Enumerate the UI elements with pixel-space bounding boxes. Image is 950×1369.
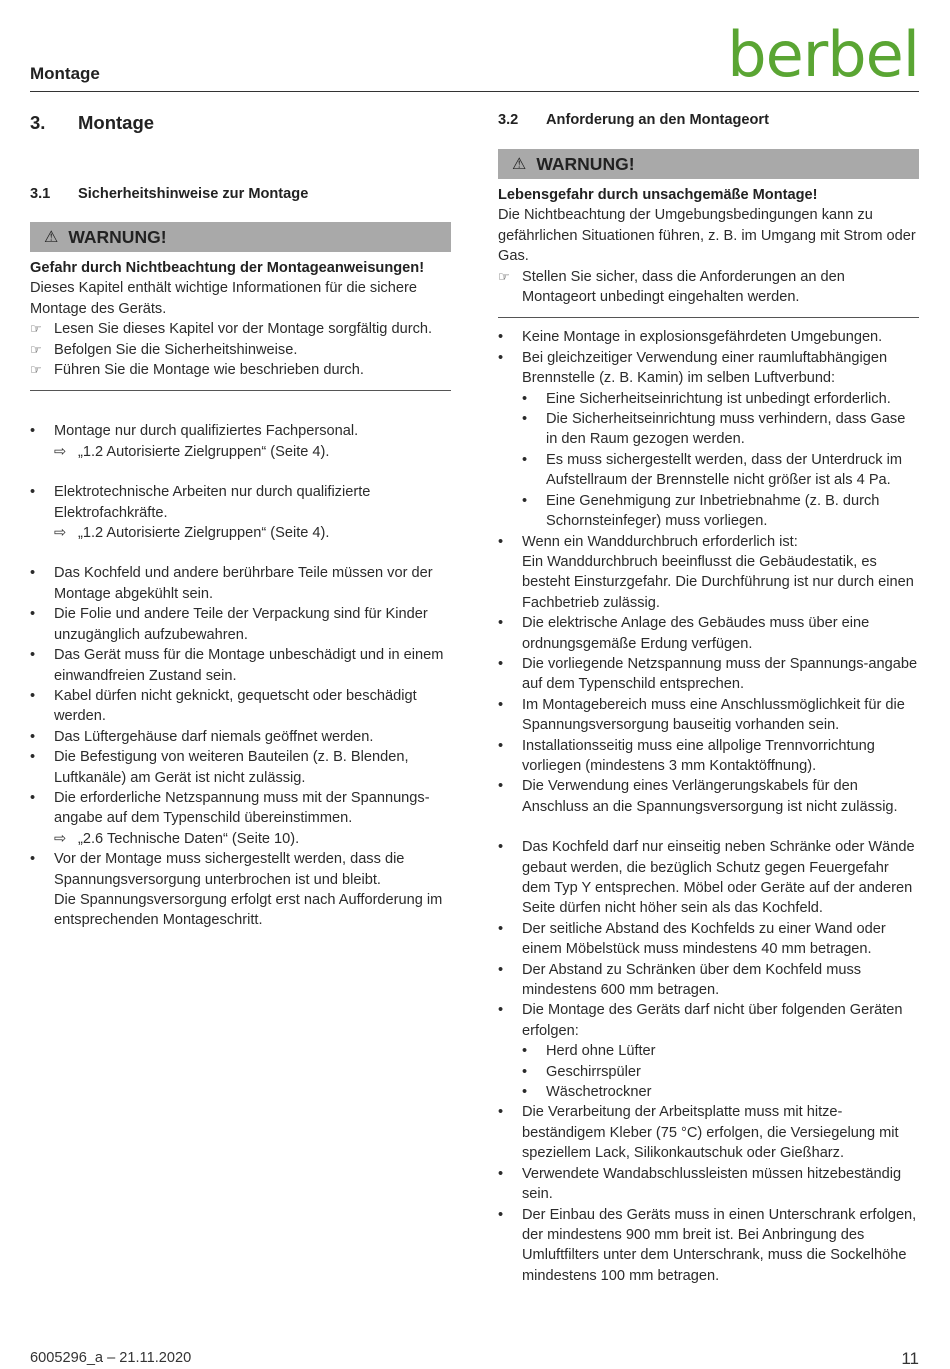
arrow-right-icon: ⇨ — [54, 525, 67, 542]
item-text: Elektrotechnische Arbeiten nur durch qualifizierte Elektrofachkräfte. — [54, 484, 371, 521]
section-title: Montage — [78, 112, 155, 133]
reference-link[interactable]: „2.6 Technische Daten“ (Seite 10). — [78, 830, 300, 847]
item-text: Die Folie und andere Teile der Verpackung sind für Kinder unzugänglich aufzubewahren. — [54, 606, 428, 643]
cross-reference[interactable] — [54, 829, 451, 849]
list-item — [498, 1164, 919, 1205]
subsection-heading-3-2 — [498, 112, 919, 128]
list-item — [498, 1000, 919, 1102]
list-item — [498, 327, 919, 347]
reference-link[interactable]: „1.2 Autorisierte Zielgruppen“ (Seite 4). — [78, 443, 330, 460]
item-text: Das Kochfeld und andere berührbare Teile müssen vor der Montage abgekühlt sein. — [54, 565, 433, 602]
item-extra-text: Ein Wanddurchbruch beeinflusst die Gebäudestatik, es besteht Einsturzgefahr. Die Durchführung ist nur durch einen Fachbetrieb zulässig. — [522, 553, 914, 611]
list-item — [498, 532, 919, 614]
action-text: Befolgen Sie die Sicherheitshinweise. — [54, 341, 298, 358]
item-text: Der seitliche Abstand des Kochfelds zu einer Wand oder einem Möbelstück muss mindestens 40 mm betragen. — [522, 920, 886, 958]
list-item — [30, 849, 451, 931]
action-item — [498, 267, 919, 308]
header-title: Montage — [30, 64, 100, 83]
sub-list-item: • Wäschetrockner — [522, 1082, 919, 1102]
item-text: Verwendete Wandabschlussleisten müssen hitzebeständig sein. — [522, 1165, 902, 1203]
list-item — [498, 1205, 919, 1287]
left-column — [30, 100, 451, 931]
item-text: Im Montagebereich muss eine Anschlussmöglichkeit für die Spannungsversorgung bauseitig vorhanden sein. — [522, 696, 905, 734]
item-text: Die Verwendung eines Verlängerungskabels für den Anschluss an die Spannungsversorgung ist nicht zulässig. — [522, 778, 898, 815]
installation-requirements-list — [498, 837, 919, 1286]
list-item — [498, 919, 919, 960]
item-text: Bei gleichzeitiger Verwendung einer raumluftabhängigen Brennstelle (z. B. Kamin) im selben Luftverbund: — [522, 349, 888, 387]
list-item — [30, 788, 451, 849]
action-item — [30, 340, 451, 360]
location-requirements-list — [498, 327, 919, 817]
page-number: 11 — [901, 1349, 919, 1368]
warning-label: WARNUNG! — [536, 153, 635, 174]
list-item — [498, 776, 919, 817]
hand-pointer-icon: ☞ — [30, 321, 42, 337]
warning-text: Dieses Kapitel enthält wichtige Informationen für die sichere Montage des Geräts. — [30, 280, 417, 317]
subsection-title: Anforderung an den Montageort — [546, 112, 769, 128]
item-text: Wenn ein Wanddurchbruch erforderlich ist: — [522, 533, 798, 550]
sub-list — [522, 389, 919, 532]
item-text: Der Einbau des Geräts muss in einen Unterschrank erfolgen, der mindestens 900 mm breit ist. Bei Anbringung des Umluftfilters unter dem Unterschrank, muss die Sockelhöhe mindestens 100 mm betragen. — [522, 1206, 917, 1284]
subsection-number: 3.1 — [30, 186, 51, 202]
right-column — [498, 112, 919, 1286]
item-text: Installationsseitig muss eine allpolige Trennvorrichtung vorliegen (mindestens 3 mm Kontaktöffnung). — [522, 737, 875, 774]
sub-list-item: • Die Sicherheitseinrichtung muss verhindern, dass Gase in den Raum gezogen werden. — [522, 409, 919, 450]
list-item — [498, 348, 919, 532]
item-text: Die erforderliche Netzspannung muss mit der Spannungs-angabe auf dem Typenschild übereinstimmen. — [54, 789, 430, 827]
action-text: Stellen Sie sicher, dass die Anforderungen an den Montageort unbedingt eingehalten werden. — [522, 268, 845, 306]
list-item — [30, 686, 451, 727]
sub-list-item: • Eine Genehmigung zur Inbetriebnahme (z. B. durch Schornsteinfeger) muss vorliegen. — [522, 491, 919, 532]
item-extra-text: Die Spannungsversorgung erfolgt erst nach Aufforderung im entsprechenden Montageschritt. — [54, 891, 443, 929]
warning-triangle-icon: ⚠ — [44, 229, 59, 246]
warning-box — [498, 179, 919, 318]
hand-pointer-icon: ☞ — [30, 362, 42, 378]
document-code: 6005296_a – 21.11.2020 — [30, 1350, 192, 1366]
reference-link[interactable]: „1.2 Autorisierte Zielgruppen“ (Seite 4). — [78, 525, 330, 542]
warning-heading: Gefahr durch Nichtbeachtung der Montageanweisungen! — [30, 260, 425, 276]
arrow-right-icon: ⇨ — [54, 443, 67, 460]
page-header — [30, 0, 919, 92]
warning-label: WARNUNG! — [68, 226, 167, 247]
item-text: Keine Montage in explosionsgefährdeten Umgebungen. — [522, 329, 883, 346]
item-text: Die vorliegende Netzspannung muss der Spannungs-angabe auf dem Typenschild entsprechen. — [522, 655, 918, 693]
subsection-heading-3-1 — [30, 186, 451, 202]
warning-triangle-icon: ⚠ — [512, 156, 527, 173]
warning-heading: Lebensgefahr durch unsachgemäße Montage! — [498, 187, 818, 203]
cross-reference[interactable] — [54, 523, 451, 543]
cross-reference[interactable] — [54, 442, 451, 462]
sub-list-item: • Eine Sicherheitseinrichtung ist unbedingt erforderlich. — [522, 389, 919, 409]
section-number: 3. — [30, 112, 46, 133]
safety-list — [30, 482, 451, 543]
list-item — [30, 604, 451, 645]
list-item — [30, 747, 451, 788]
warning-bar — [498, 149, 919, 179]
safety-list — [30, 563, 451, 930]
warning-text: Die Nichtbeachtung der Umgebungsbedingungen kann zu gefährlichen Situationen führen, z. B. im Umgang mit Strom oder Gas. — [498, 207, 916, 265]
list-item — [498, 736, 919, 777]
action-text: Lesen Sie dieses Kapitel vor der Montage sorgfältig durch. — [54, 321, 433, 338]
list-item — [30, 645, 451, 686]
warning-bar — [30, 222, 451, 252]
safety-list — [30, 421, 451, 462]
subsection-title: Sicherheitshinweise zur Montage — [78, 186, 309, 202]
action-item — [30, 360, 451, 380]
sub-list-item: • Geschirrspüler — [522, 1062, 919, 1082]
warning-box — [30, 252, 451, 391]
list-item — [498, 613, 919, 654]
item-text: Die Befestigung von weiteren Bauteilen (z. B. Blenden, Luftkanäle) am Gerät ist nicht zulässig. — [54, 749, 409, 786]
item-text: Die Verarbeitung der Arbeitsplatte muss mit hitze-beständigem Kleber (75 °C) erfolgen, die Versiegelung mit speziellem Lack, Silikonkautschuk oder Gießharz. — [522, 1104, 899, 1162]
sub-list-item: • Herd ohne Lüfter — [522, 1041, 919, 1061]
action-item — [30, 319, 451, 339]
list-item — [498, 837, 919, 919]
item-text: Kabel dürfen nicht geknickt, gequetscht oder beschädigt werden. — [54, 687, 417, 725]
hand-pointer-icon: ☞ — [30, 341, 42, 357]
sub-list-item: • Es muss sichergestellt werden, dass der Unterdruck im Aufstellraum der Brennstelle nicht größer ist als 4 Pa. — [522, 450, 919, 491]
subsection-number: 3.2 — [498, 112, 519, 128]
item-text: Das Gerät muss für die Montage unbeschädigt und in einem einwandfreien Zustand sein. — [54, 647, 444, 684]
hand-pointer-icon: ☞ — [498, 268, 510, 284]
list-item — [30, 563, 451, 604]
item-text: Die elektrische Anlage des Gebäudes muss über eine ordnungsgemäße Erdung verfügen. — [522, 615, 870, 652]
list-item — [498, 695, 919, 736]
action-text: Führen Sie die Montage wie beschrieben durch. — [54, 362, 364, 379]
list-item — [30, 482, 451, 543]
list-item — [498, 960, 919, 1001]
item-text: Das Lüftergehäuse darf niemals geöffnet werden. — [54, 728, 374, 745]
berbel-logo: berbel — [727, 18, 919, 91]
item-text: Montage nur durch qualifiziertes Fachpersonal. — [54, 423, 359, 440]
item-text: Die Montage des Geräts darf nicht über folgenden Geräten erfolgen: — [522, 1002, 903, 1039]
sub-list — [522, 1041, 919, 1102]
item-text: Der Abstand zu Schränken über dem Kochfeld muss mindestens 600 mm betragen. — [522, 961, 862, 999]
list-item — [30, 421, 451, 462]
item-text: Vor der Montage muss sichergestellt werden, dass die Spannungsversorgung unterbrochen ist und bleibt. — [54, 851, 405, 888]
item-text: Das Kochfeld darf nur einseitig neben Schränke oder Wände gebaut werden, die bezüglich Schutz gegen Feuergefahr dem Typ Y entsprechen. Möbel oder Geräte auf der anderen Seite dürfen nicht höher sein als das Kochfeld. — [522, 839, 915, 917]
list-item — [498, 654, 919, 695]
list-item — [498, 1102, 919, 1163]
list-item — [30, 727, 451, 747]
arrow-right-icon: ⇨ — [54, 830, 67, 847]
section-heading — [30, 112, 451, 134]
